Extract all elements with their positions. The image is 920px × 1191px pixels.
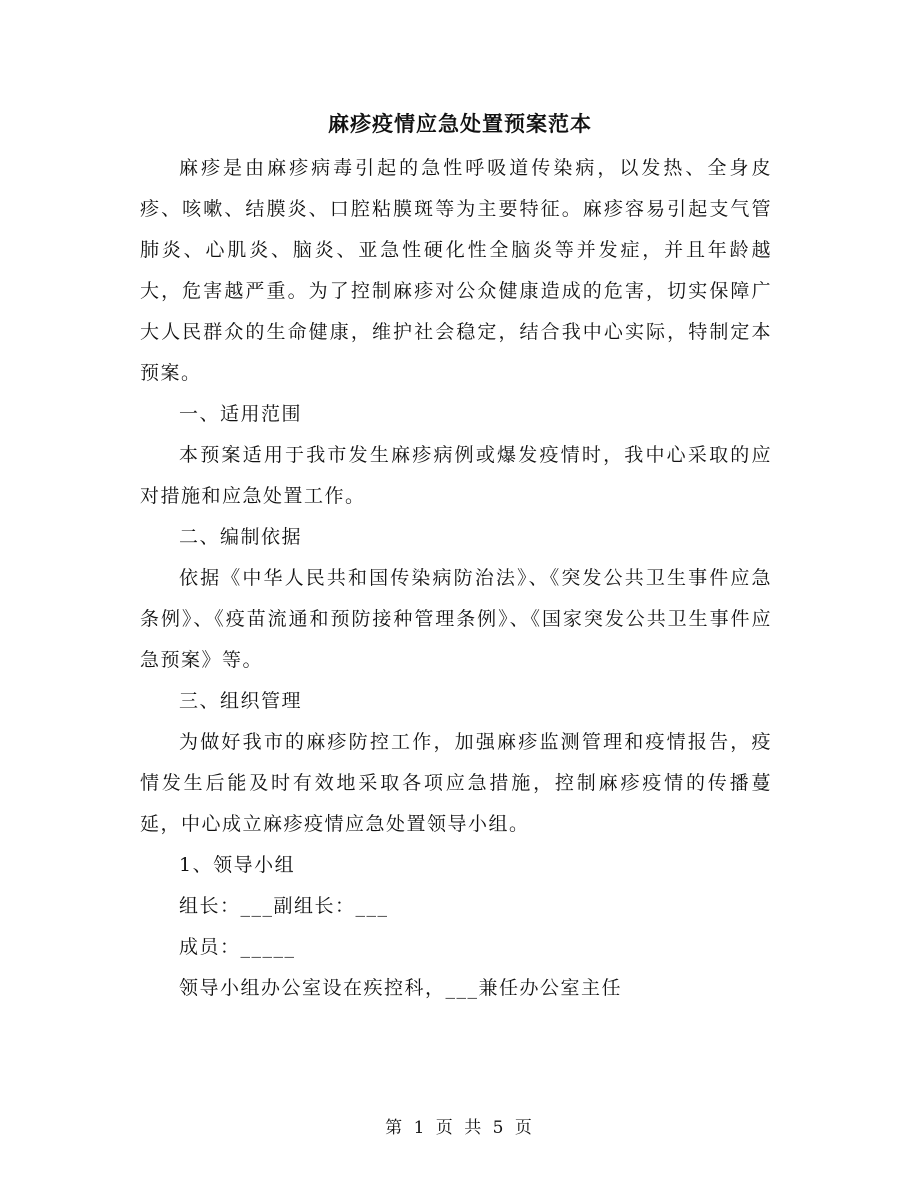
organization-paragraph: 为做好我市的麻疹防控工作，加强麻疹监测管理和疫情报告，疫情发生后能及时有效地采取各项应急措施，控制麻疹疫情的传播蔓延，中心成立麻疹疫情应急处置领导小组。: [140, 731, 772, 835]
section-heading-organization: 三、组织管理: [179, 690, 303, 712]
intro-paragraph: 麻疹是由麻疹病毒引起的急性呼吸道传染病，以发热、全身皮疹、咳嗽、结膜炎、口腔粘膜斑等为主要特征。麻疹容易引起支气管肺炎、心肌炎、脑炎、亚急性硬化性全脑炎等并发症，并且年龄越大，危害越严重。为了控制麻疹对公众健康造成的危害，切实保障广大人民群众的生命健康，维护社会稳定，结合我中心实际，特制定本预案。: [140, 157, 772, 384]
scope-paragraph: 本预案适用于我市发生麻疹病例或爆发疫情时，我中心采取的应对措施和应急处置工作。: [140, 444, 772, 507]
leaders-line: 组长：___副组长：___: [179, 895, 389, 917]
members-line: 成员：_____: [179, 936, 296, 958]
document-title: 麻疹疫情应急处置预案范本: [328, 111, 592, 136]
page-number-footer: 第 1 页 共 5 页: [385, 1118, 535, 1138]
subsection-heading-leadership: 1、领导小组: [179, 854, 296, 876]
section-heading-scope: 一、适用范围: [179, 403, 303, 425]
office-line: 领导小组办公室设在疾控科，___兼任办公室主任: [179, 977, 623, 999]
section-heading-basis: 二、编制依据: [179, 526, 303, 548]
basis-paragraph: 依据《中华人民共和国传染病防治法》、《突发公共卫生事件应急条例》、《疫苗流通和预防接种管理条例》、《国家突发公共卫生事件应急预案》等。: [140, 567, 772, 671]
document-body: [140, 148, 772, 1009]
